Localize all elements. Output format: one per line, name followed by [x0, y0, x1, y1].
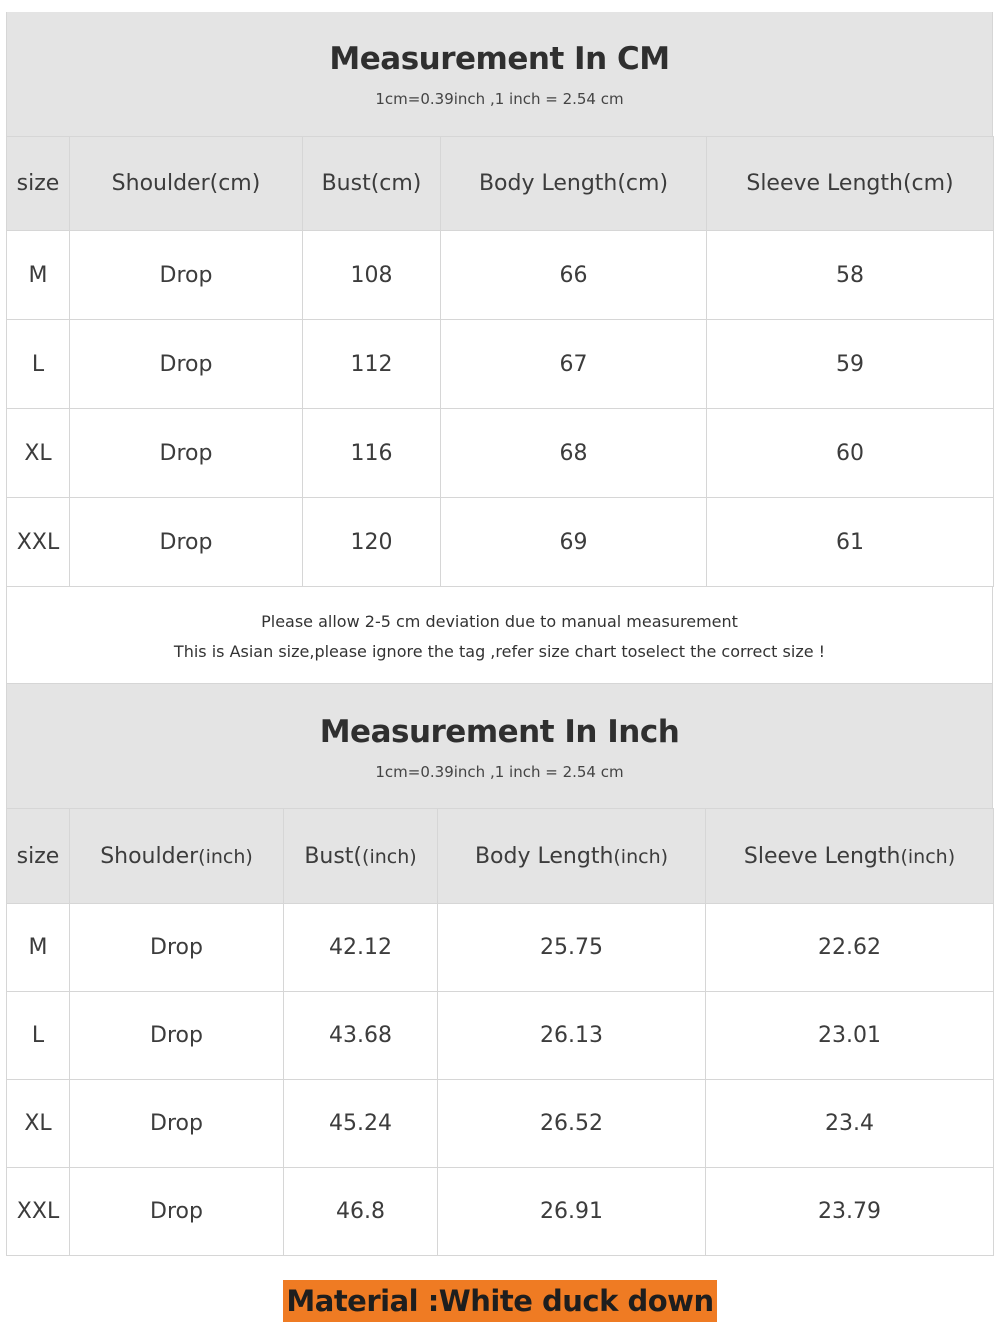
sleeve-length-cell: 23.4 [706, 1080, 994, 1168]
body-length-cell: 26.52 [438, 1080, 706, 1168]
shoulder-cell: Drop [70, 409, 303, 498]
inch-table [6, 808, 994, 1256]
cm-header-bust: Bust(cm) [303, 137, 441, 231]
sleeve-length-cell: 59 [707, 320, 994, 409]
inch-header-body-length: Body Length(inch) [438, 809, 706, 904]
cm-header-shoulder: Shoulder(cm) [70, 137, 303, 231]
cm-title: Measurement In CM [329, 41, 670, 77]
table-row [7, 1080, 994, 1168]
bust-cell: 45.24 [284, 1080, 438, 1168]
sleeve-length-cell: 22.62 [706, 904, 994, 992]
body-length-cell: 66 [441, 231, 707, 320]
cm-header-size: size [7, 137, 70, 231]
bust-cell: 42.12 [284, 904, 438, 992]
size-cell: M [7, 904, 70, 992]
bust-cell: 46.8 [284, 1168, 438, 1256]
shoulder-cell: Drop [70, 1168, 284, 1256]
table-row [7, 409, 994, 498]
inch-header-bust: Bust((inch) [284, 809, 438, 904]
body-length-cell: 68 [441, 409, 707, 498]
body-length-cell: 25.75 [438, 904, 706, 992]
bust-cell: 43.68 [284, 992, 438, 1080]
body-length-cell: 67 [441, 320, 707, 409]
inch-title-block [6, 684, 993, 808]
sleeve-length-cell: 58 [707, 231, 994, 320]
table-row [7, 1168, 994, 1256]
sleeve-length-cell: 60 [707, 409, 994, 498]
size-cell: M [7, 231, 70, 320]
material-label: Material :White duck down [283, 1280, 716, 1322]
body-length-cell: 69 [441, 498, 707, 587]
asian-size-note: This is Asian size,please ignore the tag ,refer size chart toselect the correct size ! [173, 642, 826, 661]
inch-header-sleeve-length: Sleeve Length(inch) [706, 809, 994, 904]
size-cell: XXL [7, 1168, 70, 1256]
shoulder-cell: Drop [70, 320, 303, 409]
body-length-cell: 26.13 [438, 992, 706, 1080]
sleeve-length-cell: 23.01 [706, 992, 994, 1080]
table-row [7, 904, 994, 992]
table-row [7, 498, 994, 587]
bust-cell: 116 [303, 409, 441, 498]
size-cell: L [7, 992, 70, 1080]
deviation-note: Please allow 2-5 cm deviation due to manual measurement [261, 612, 738, 631]
inch-header-size: size [7, 809, 70, 904]
cm-header-body-length: Body Length(cm) [441, 137, 707, 231]
cm-title-block [6, 12, 993, 136]
table-row [7, 231, 994, 320]
shoulder-cell: Drop [70, 904, 284, 992]
cm-header-row [7, 137, 994, 231]
size-cell: XXL [7, 498, 70, 587]
inch-subtitle: 1cm=0.39inch ,1 inch = 2.54 cm [375, 763, 624, 781]
shoulder-cell: Drop [70, 992, 284, 1080]
size-cell: L [7, 320, 70, 409]
body-length-cell: 26.91 [438, 1168, 706, 1256]
cm-subtitle: 1cm=0.39inch ,1 inch = 2.54 cm [375, 90, 624, 108]
shoulder-cell: Drop [70, 231, 303, 320]
cm-table [6, 136, 994, 587]
bust-cell: 112 [303, 320, 441, 409]
size-cell: XL [7, 409, 70, 498]
shoulder-cell: Drop [70, 1080, 284, 1168]
size-cell: XL [7, 1080, 70, 1168]
sleeve-length-cell: 23.79 [706, 1168, 994, 1256]
size-chart [6, 12, 993, 1256]
inch-header-shoulder: Shoulder(inch) [70, 809, 284, 904]
table-row [7, 992, 994, 1080]
bust-cell: 120 [303, 498, 441, 587]
inch-title: Measurement In Inch [319, 714, 680, 750]
cm-header-sleeve-length: Sleeve Length(cm) [707, 137, 994, 231]
measurement-notes [6, 587, 993, 684]
sleeve-length-cell: 61 [707, 498, 994, 587]
table-row [7, 320, 994, 409]
material-banner [0, 1280, 1000, 1322]
bust-cell: 108 [303, 231, 441, 320]
shoulder-cell: Drop [70, 498, 303, 587]
inch-header-row [7, 809, 994, 904]
